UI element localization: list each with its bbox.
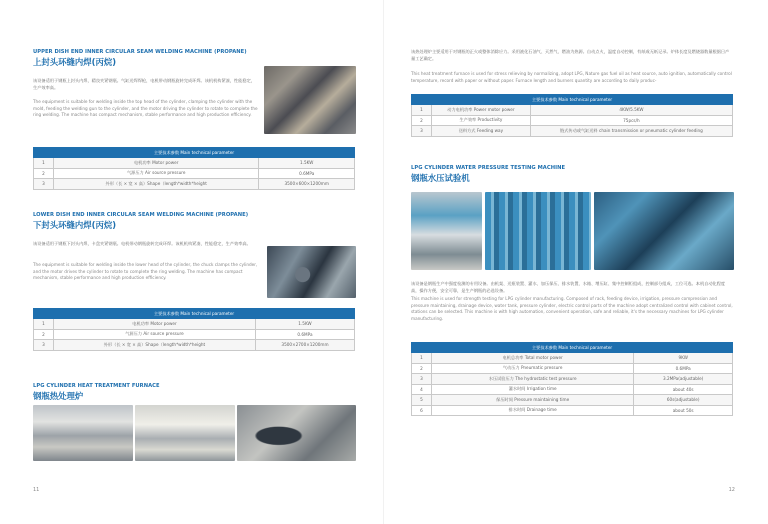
row-index: 1 (34, 319, 54, 330)
row-param: 气动压力 Pneumatic pressure (432, 363, 634, 374)
row-value: 3500×2700×1200mm (255, 340, 354, 351)
row-value: 60s(adjustable) (634, 395, 733, 406)
row-index: 2 (412, 115, 432, 126)
row-index: 1 (34, 158, 54, 169)
table-row (412, 395, 733, 406)
section-desc-cn: 该设备适用于钢瓶上封头内焊，精良夹紧钢瓶。气缸送焊焊枪，电机带动钢瓶旋转完成环焊。该机机构紧凑，性能稳定，生产效率高。 (33, 78, 255, 90)
row-value: 链式传动或气缸送料 chain transmission or pneumatic cylinder feeding (530, 126, 732, 137)
testing-machine-photo-1 (411, 192, 482, 270)
section-title-en: LPG CYLINDER HEAT TREATMENT FURNACE (33, 383, 160, 389)
table-row (34, 329, 355, 340)
row-param: 电机功率 Motor power (54, 158, 259, 169)
row-index: 3 (34, 340, 54, 351)
row-index: 2 (34, 329, 54, 340)
furnace-desc-cn: 该热处理炉主要适用于对钢瓶的正火或整体消除应力。采用液化石油气、天然气、燃油为热源。自动点火，温度自动控制，有纸或无纸记录。炉体长度及燃烧器数量根据日产量工艺确定。 (411, 49, 730, 61)
furnace-photo-3 (237, 405, 356, 461)
section-title-cn: 上封头环缝内焊(丙烷) (33, 57, 117, 67)
section-desc-cn: 该设备适用于钢瓶下封头内焊，卡盘夹紧钢瓶。电机带动钢瓶旋转完成环焊。该机机构紧凑，性能稳定，生产效率高。 (33, 241, 251, 246)
row-value: about 40s (634, 384, 733, 395)
table-row (34, 319, 355, 330)
table-row (34, 179, 355, 190)
furnace-photo-2 (135, 405, 235, 461)
furnace-photo-1 (33, 405, 133, 461)
row-value: 1.5KW (255, 319, 354, 330)
table-row (412, 384, 733, 395)
section-desc-en: The equipment is suitable for welding inside the top head of the cylinder, clamping the cylinder with the mold, feeding the welding gun to the cylinder, and the motor driving the cylinder to rotate to complete the ring welding. The machine has compact mechanism, stable performance and high production efficiency. (33, 99, 258, 118)
row-index: 1 (412, 105, 432, 116)
right-page (384, 0, 768, 524)
row-index: 5 (412, 395, 432, 406)
row-value: 0.6MPa (634, 363, 733, 374)
spec-table-testing (411, 342, 733, 416)
table-header: 主要技术参数 Main technical parameter (412, 343, 733, 353)
spec-table-furnace (411, 94, 733, 137)
section-desc-en: The equipment is suitable for welding inside the lower head of the cylinder, the chuck clamps the cylinder, and the motor drives the cylinder to rotate to complete the ring welding. The machine has compact mechanism, stable performance and high production efficiency. (33, 262, 258, 281)
spec-table-upper (33, 147, 355, 190)
section-water-pressure (411, 165, 651, 184)
row-param: 排水时间 Drainage time (432, 405, 634, 416)
table-row (412, 105, 733, 116)
upper-welding-machine-photo (264, 66, 356, 134)
row-value: 0.6MPa (255, 329, 354, 340)
table-row (412, 353, 733, 364)
section-title-en: UPPER DISH END INNER CIRCULAR SEAM WELDING MACHINE (PROPANE) (33, 49, 247, 55)
row-param: 电机总功率 Total motor power (432, 353, 634, 364)
row-value: 3500×600×1200mm (259, 179, 355, 190)
spec-table-lower (33, 308, 355, 351)
row-value: about 50s (634, 405, 733, 416)
row-param: 灌水时间 Irrigation time (432, 384, 634, 395)
table-row (34, 158, 355, 169)
page-number: 11 (33, 487, 40, 493)
section-upper-dish-end (33, 49, 263, 68)
row-param: 送料方式 Feeding way (432, 126, 531, 137)
row-value: 1.5KW (259, 158, 355, 169)
row-index: 3 (412, 374, 432, 385)
row-param: 外形（长 × 宽 × 高）Shape（length*width*height (54, 340, 256, 351)
lower-welding-machine-photo (267, 246, 356, 298)
row-param: 保压时间 Pressure maintaining time (432, 395, 634, 406)
furnace-desc-en: This heat treatment furnace is used for stress relieving by normalizing, adopt LPG, Nature gas fuel oil as heat source, auto ignition, automatically control temperature, record with paper or without paper. Furnace length and burners quantity are according to daily produc- (411, 71, 732, 83)
row-param: 动力电机功率 Power motor power (432, 105, 531, 116)
table-header: 主要技术参数 Main technical parameter (34, 148, 355, 158)
table-row (34, 340, 355, 351)
testing-desc-cn: 该设备是钢瓶生产中强度检测的专用设备。由机架、送瓶装置、灌水、加压保压、排水装置、水箱、增压缸、集中控制柜组成，控制部分组成，工位可选。本机自动化程度高，操作方便，安全可靠，是生产钢瓶的必选设备。 (411, 281, 726, 293)
table-header: 主要技术参数 Main technical parameter (34, 309, 355, 319)
section-heat-treatment (33, 383, 263, 402)
section-title-cn: 下封头环缝内焊(丙烷) (33, 220, 117, 230)
table-row (412, 363, 733, 374)
row-value: 75pcs/h (530, 115, 732, 126)
testing-desc-en: This machine is used for strength testing for LPG cylinder manufacturing. Composed of rack, feeding device, irrigation, pressure compression and pressure maintaining, drainage device, water tank, pressure cylinder, electric control parts of the machine adopt centralized control with cabinet control, stations can be selected. This machine is with high automation, convenient operation, safe and reliable, it's the necessary machines for LPG cylinder manufacturing. (411, 296, 733, 321)
table-row (412, 405, 733, 416)
section-lower-dish-end (33, 212, 263, 231)
section-title-cn: 钢瓶热处理炉 (33, 391, 84, 401)
row-index: 6 (412, 405, 432, 416)
row-param: 电机功率 Motor power (54, 319, 256, 330)
row-index: 3 (412, 126, 432, 137)
row-index: 2 (412, 363, 432, 374)
row-param: 水压试验压力 The hydrostatic test pressure (432, 374, 634, 385)
row-value: 0.6MPa (259, 168, 355, 179)
row-value: 9KW (634, 353, 733, 364)
row-index: 3 (34, 179, 54, 190)
row-param: 气源压力 Air source pressure (54, 168, 259, 179)
row-index: 2 (34, 168, 54, 179)
row-param: 外形（长 × 宽 × 高）Shape（length*width*height (54, 179, 259, 190)
table-row (34, 168, 355, 179)
row-index: 1 (412, 353, 432, 364)
section-title-en: LPG CYLINDER WATER PRESSURE TESTING MACHINE (411, 165, 566, 171)
row-param: 生产效率 Productivity (432, 115, 531, 126)
page-number: 12 (728, 487, 735, 493)
table-row (412, 126, 733, 137)
testing-machine-photo-2 (485, 192, 591, 270)
table-header: 主要技术参数 Main technical parameter (412, 95, 733, 105)
table-row (412, 115, 733, 126)
row-param: 气源压力 Air source pressure (54, 329, 256, 340)
row-index: 4 (412, 384, 432, 395)
section-title-cn: 钢瓶水压试验机 (411, 173, 470, 183)
section-title-en: LOWER DISH END INNER CIRCULAR SEAM WELDING MACHINE (PROPANE) (33, 212, 249, 218)
table-row (412, 374, 733, 385)
row-value: 4KW/5.5KW (530, 105, 732, 116)
testing-machine-photo-3 (594, 192, 734, 270)
row-value: 3.2MPa(adjustable) (634, 374, 733, 385)
